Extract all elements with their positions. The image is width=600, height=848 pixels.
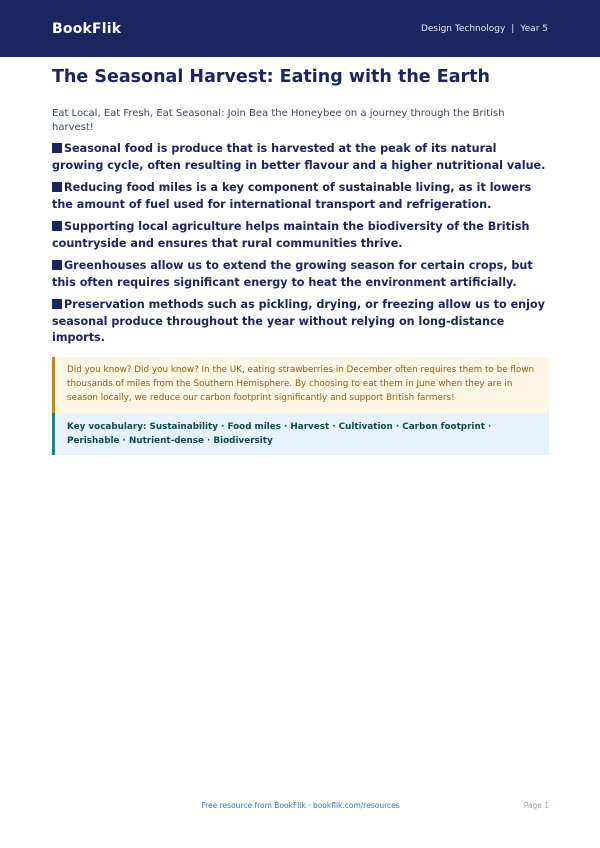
worksheet-content (52, 57, 549, 455)
page-header (0, 0, 600, 57)
brand-logo-text[interactable]: BookFlik (52, 20, 122, 37)
key-point (52, 180, 549, 213)
header-meta (421, 24, 548, 34)
footer-resource-link[interactable]: Free resource from BookFlik · bookflik.com/resources (201, 801, 400, 810)
square-bullet-icon (52, 143, 62, 153)
vocabulary-box: Key vocabulary: Sustainability · Food miles · Harvest · Cultivation · Carbon footprint · Perishable · Nutrient-dense · Biodiversity (52, 413, 549, 455)
square-bullet-icon (52, 221, 62, 231)
key-point (52, 297, 549, 347)
header-separator: | (511, 23, 515, 34)
page-footer (52, 801, 549, 815)
key-point (52, 219, 549, 252)
key-point (52, 141, 549, 174)
year-label: Year 5 (520, 23, 548, 34)
key-point-text: Preservation methods such as pickling, drying, or freezing allow us to enjoy seasonal produce throughout the year without relying on long-distance imports. (52, 298, 545, 344)
subject-label: Design Technology (420, 23, 506, 34)
page-number: Page 1 (523, 801, 549, 810)
square-bullet-icon (52, 182, 62, 192)
intro-text: Eat Local, Eat Fresh, Eat Seasonal: Join Bea the Honeybee on a journey through the British harvest! (52, 108, 505, 133)
key-point-text: Reducing food miles is a key component of sustainable living, as it lowers the amount of fuel used for international transport and refrigeration. (52, 181, 532, 211)
key-point-text: Greenhouses allow us to extend the growing season for certain crops, but this often requires significant energy to heat the environment artificially. (52, 259, 533, 289)
key-point-text: Supporting local agriculture helps maintain the biodiversity of the British countryside and ensures that rural communities thrive. (52, 220, 530, 250)
key-point-text: Seasonal food is produce that is harvested at the peak of its natural growing cycle, often resulting in better flavour and a higher nutritional value. (52, 142, 546, 172)
page-title: The Seasonal Harvest: Eating with the Earth (52, 67, 490, 87)
key-points-list (52, 141, 549, 347)
key-point (52, 258, 549, 291)
did-you-know-box: Did you know? Did you know? In the UK, eating strawberries in December often requires them to be flown thousands of miles from the Southern Hemisphere. By choosing to eat them in June when they are in season locally, we reduce our carbon footprint significantly and support British farmers! (52, 357, 549, 413)
square-bullet-icon (52, 299, 62, 309)
square-bullet-icon (52, 260, 62, 270)
